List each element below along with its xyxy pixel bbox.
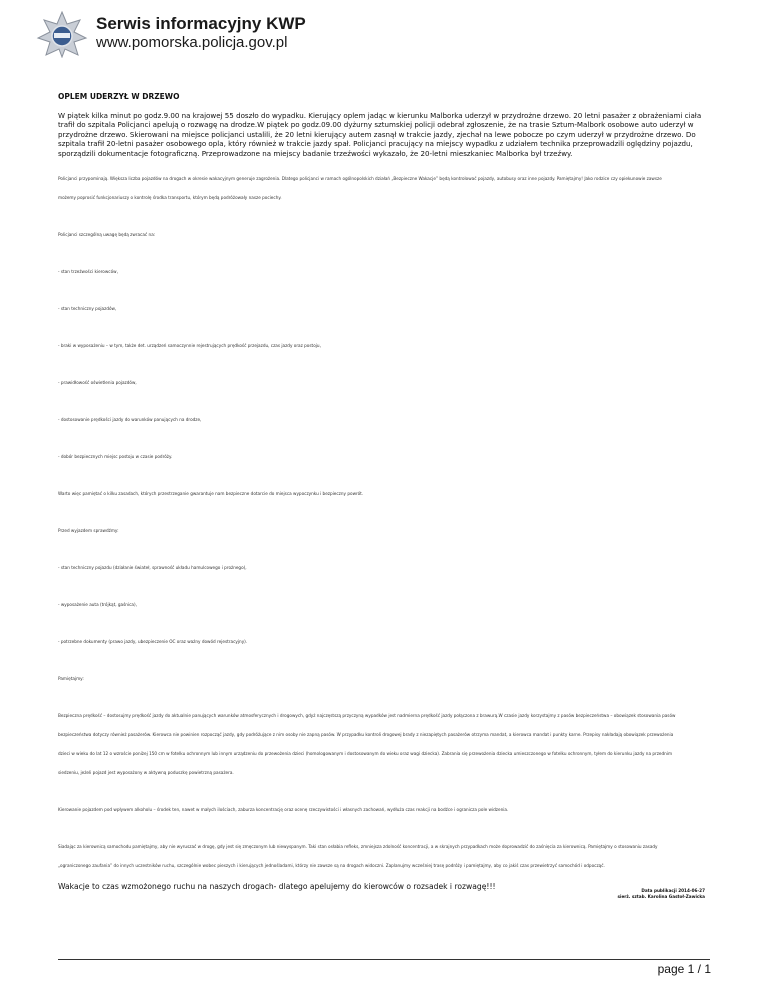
article [58, 82, 710, 891]
paragraph: Policjanci szczególną uwagę będą zwracać na: [58, 232, 156, 238]
header [34, 10, 734, 54]
list-item: - stan techniczny pojazdu (działanie świateł, sprawność układu hamulcowego i prożnego), [58, 565, 247, 571]
paragraph: bezpieczeństwa dotyczy również pasażerów. Kierowca nie powinien rozpocząć jazdy, gdy podróżujące z nim osoby nie zapną pasów. W przypadku kontroli drogowej brady z niezapiętych pasażerów otrzyma mandat, a kierowca mandat i punkty karne. Przepisy nakładają obowiązek przewożenia [58, 732, 674, 738]
footer-divider [58, 959, 710, 960]
page-number: page 1 / 1 [657, 962, 711, 976]
article-lead: W piątek kilka minut po godz.9.00 na krajowej 55 doszło do wypadku. Kierujący oplem jadąc w kierunku Malborka uderzył w przydrożne drzewo. 20 letni pasażer z obrażeniami ciała trafił do szpitala Policjanci apelują o rozwagę na drodze.W piątek po godz.09.00 dyżurny sztumskiej policji odebrał zgłoszenie, że na trasie Sztum-Malbork osobowe auto uderzył w przydrożne drzewo. Skierowani na miejsce policjanci ustalili, że 20 letni kierujący autem zasnął w trakcie jazdy, zjechał na lewe pobocze po czym uderzył w przydrożne drzewo. Do szpitala trafił 20-letni pasażer osobowego opla, który również w trakcie jazdy spał. Policjanci pracujący na miejscy wypadku z udziałem technika przeprowadzili oględziny pojazdu, sporządzili dokumentacje fotograficzną. Przeprowadzone na miejscy badanie trzeźwości wykazało, że 20-letni mieszkaniec Malborka był trzeźwy. [58, 111, 702, 158]
paragraph: Warto więc pamiętać o kilku zasadach, których przestrzeganie gwarantuje nam bezpieczne dotarcie do miejsca wypoczynku i bezpieczny powrót. [58, 491, 364, 497]
list-item: - stan trzeźwości kierowców, [58, 269, 118, 275]
publication-date: Data publikacji 2014-06-27 [641, 888, 705, 893]
paragraph: dzieci w wieku do lat 12 o wzroście poniżej 150 cm w fotelku ochronnym lub innym urządzeniu do przewożenia dzieci (homologowanym i dostosowanym do wieku oraz wagi dziecka). Zabrania się przewożenia dziecka umieszczonego w fotelku ochronnym, tyłem do kierunku jazdy na przednim [58, 751, 673, 757]
list-item: - stan techniczny pojazdów, [58, 306, 117, 312]
list-item: - dostosowanie prędkości jazdy do warunków panujących na drodze, [58, 417, 202, 423]
closing-statement: Wakacje to czas wzmożonego ruchu na naszych drogach- dlatego apelujemy do kierowców o rozsadek i rozwagę!!! [58, 882, 496, 892]
paragraph: Pamiętajmy: [58, 676, 84, 682]
list-item: - potrzebne dokumenty (prawo jazdy, ubezpieczenie OC oraz ważny dowód rejestracyjny). [58, 639, 248, 645]
paragraph: siedzeniu, jeżeli pojazd jest wyposażony w aktywną poduszkę powietrzną pasażera. [58, 770, 234, 776]
paragraph: Policjanci przypominają. Większa liczba pojazdów na drogach w okresie wakacyjnym generuje zagrożenia. Dlatego policjanci w ramach ogólnopolskich działań „Bezpieczne Wakacje” będą kontrolować pojazdy, autobusy oraz inne pojazdy. Pamiętajmy! Jako rodzice czy opiekunowie zawsze [58, 176, 662, 182]
list-item: - prawidłowość oświetlenia pojazdów, [58, 380, 137, 386]
paragraph: Siadając za kierownicą samochodu pamiętajmy, aby nie wyruszać w drogę, gdy jest się zmęczonym lub niewyspanym. Taki stan osłabia refleks, zmniejsza zdolność koncentracji, a w skrajnych przypadkach może doprowadzić do zaśnięcia za kierownicą. Pamiętajmy o stosowaniu zasady [58, 844, 658, 850]
author: sierż. sztab. Karolina Gastoł-Zawicka [617, 894, 705, 899]
publication-meta [618, 888, 705, 900]
list-item: - dobór bezpiecznych miejsc postoju w czasie podróży. [58, 454, 173, 460]
list-item: - braki w wyposażeniu – w tym, także det. urządzeń samoczynnie rejestrujących prędkość przejazdu, czas jazdy oraz postoju, [58, 343, 321, 349]
paragraph: Bezpieczna prędkość – dostosujmy prędkość jazdy do aktualnie panujących warunków atmosferycznych i drogowych, gdyż najczęstszą przyczyną wypadków jest nadmierna prędkość jazdy połączona z brawurą.W czasie jazdy korzystajmy z pasów bezpieczeństwa – obowiązek stosowania pasów [58, 713, 676, 719]
list-item: - wyposażenie auta (trójkąt, gaśnica), [58, 602, 137, 608]
paragraph: Przed wyjazdem sprawdźmy: [58, 528, 119, 534]
paragraph: „ograniczonego zaufania” do innych uczestników ruchu, szczególnie wobec pieszych i kierujących jednośladami, którzy nie zawsze są na drogach widoczni. Zaplanujmy wcześniej trasę podróży i pamiętajmy, aby co jakiś czas przewietrzyć samochód i odpocząć. [58, 863, 605, 869]
site-name: Serwis informacyjny KWP [96, 14, 306, 33]
site-url: www.pomorska.policja.gov.pl [96, 34, 288, 51]
article-title: OPLEM UDERZYŁ W DRZEWO [58, 92, 180, 101]
paragraph: możemy poprosić funkcjonariuszy o kontrolę środka transportu, którym będą podróżowały nasze pociechy. [58, 195, 282, 201]
police-star-badge-icon [34, 10, 90, 58]
paragraph: Kierowanie pojazdem pod wpływem alkoholu – środek ten, nawet w małych ilościach, zaburza koncentrację oraz ocenę rzeczywistości i własnych zachowań, wydłuża czas reakcji na bodźce i ogranicza pole widzenia. [58, 807, 509, 813]
